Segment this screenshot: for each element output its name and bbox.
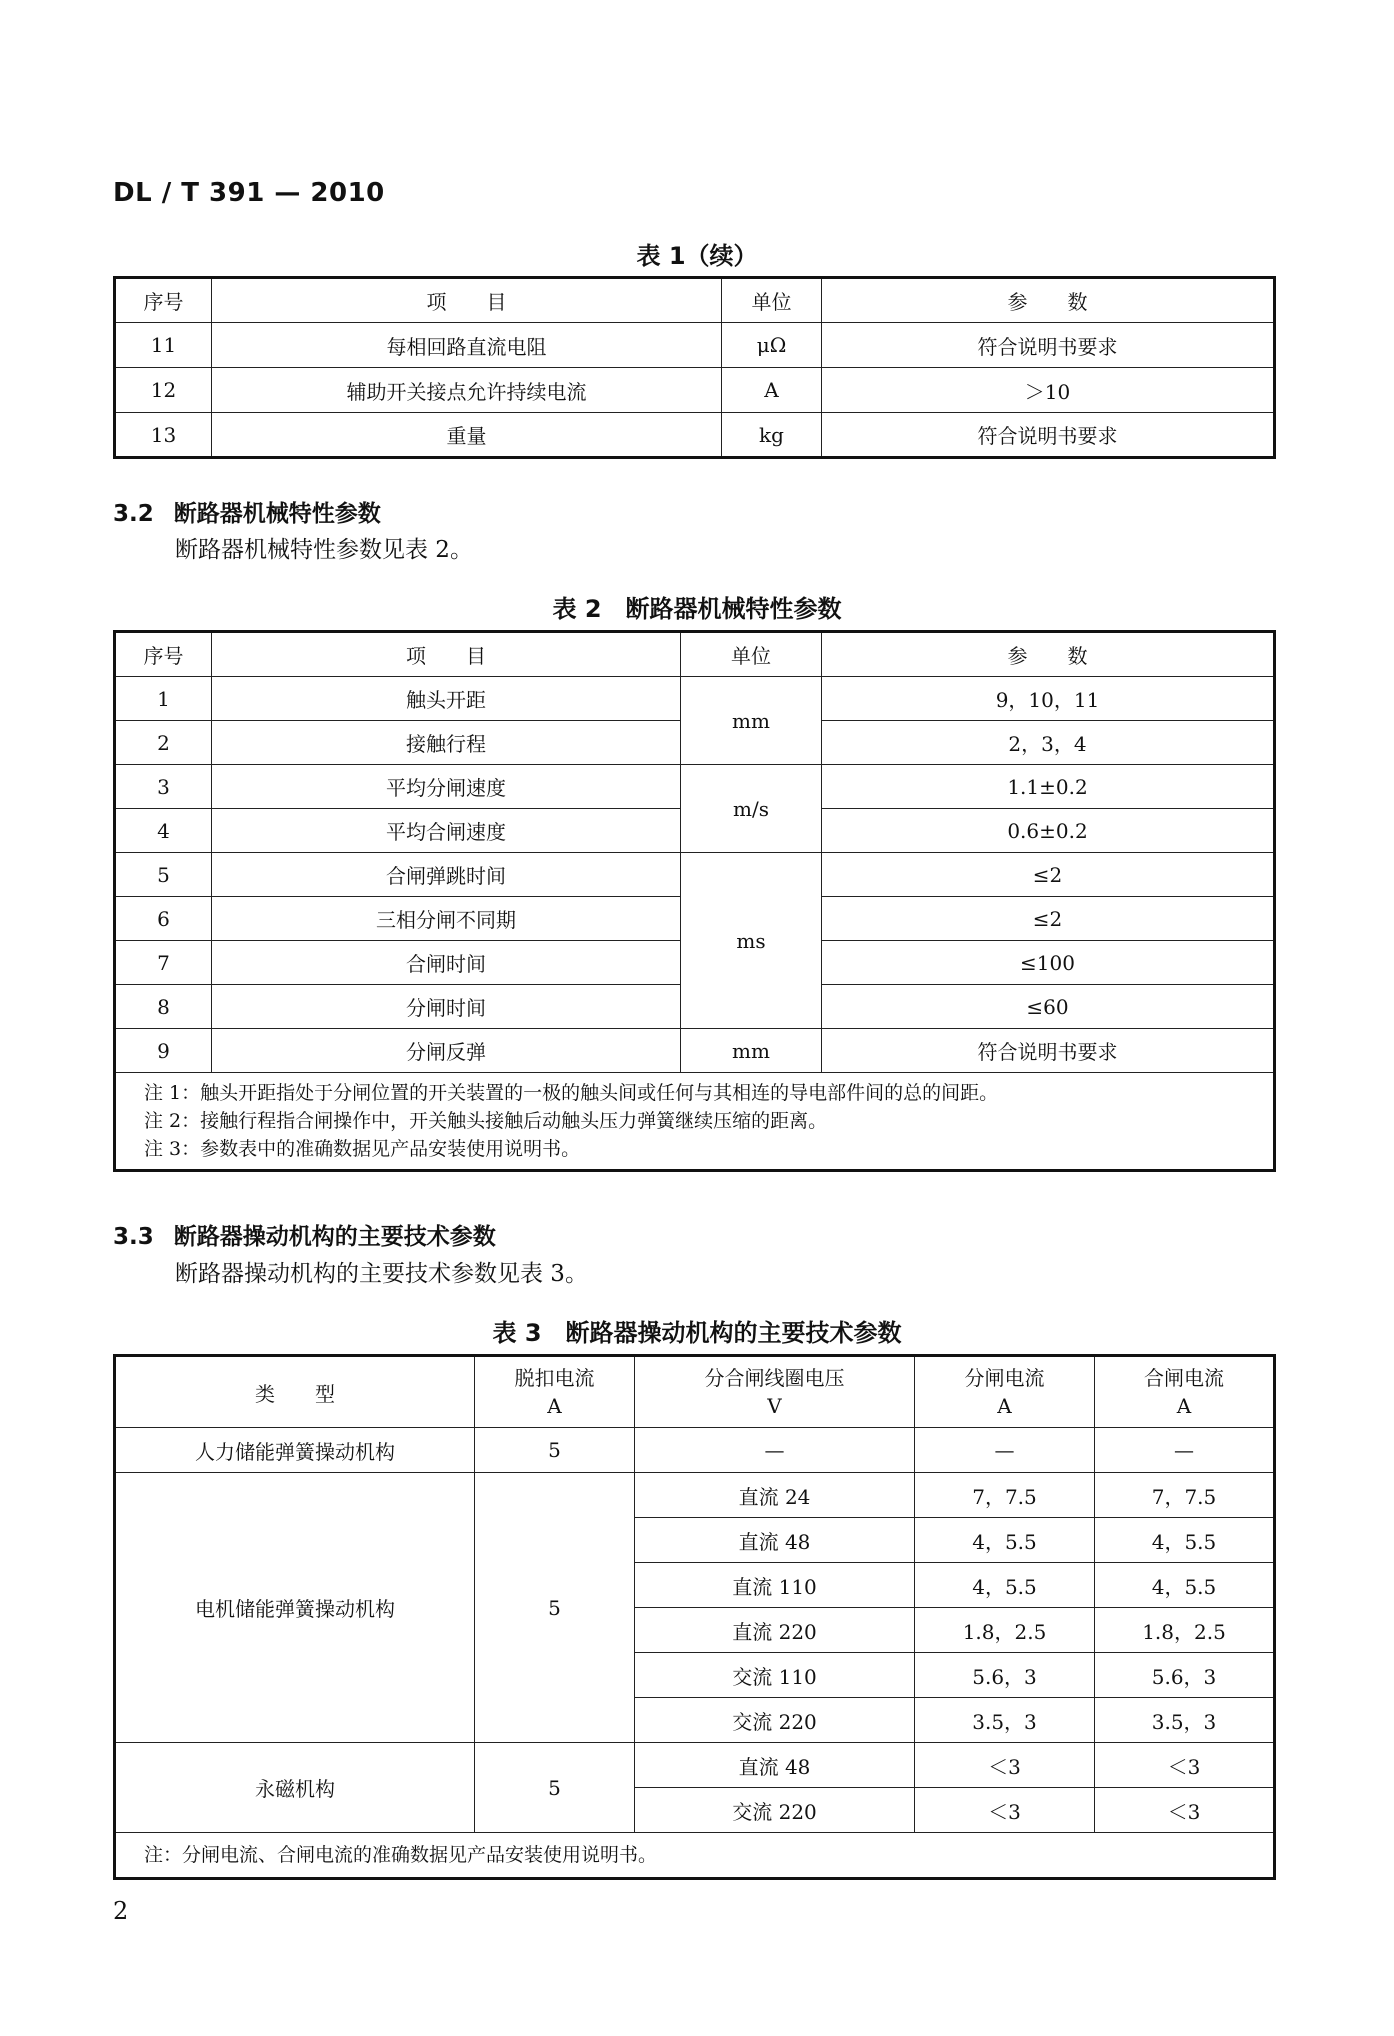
row-value: 符合说明书要求 (822, 1029, 1275, 1073)
row-item: 三相分闸不同期 (212, 897, 681, 941)
table1-header-unit: 单位 (722, 278, 822, 323)
row-unit: kg (722, 413, 822, 458)
row-no: 1 (115, 677, 212, 721)
page-number: 2 (113, 1897, 129, 1925)
row-type: 永磁机构 (115, 1743, 475, 1833)
table1-caption: 表 1（续） (636, 242, 758, 270)
row-open: 1.8，2.5 (915, 1608, 1095, 1653)
row-voltage: 直流 48 (635, 1518, 915, 1563)
header-unit: V (767, 1394, 782, 1418)
row-trip: 5 (475, 1428, 635, 1473)
row-no: 2 (115, 721, 212, 765)
document-code: DL / T 391 — 2010 (113, 178, 385, 208)
table2-note-2: 注 2：接触行程指合闸操作中，开关触头接触后动触头压力弹簧继续压缩的距离。 (144, 1110, 828, 1132)
row-close: 4，5.5 (1095, 1518, 1275, 1563)
row-item: 每相回路直流电阻 (212, 323, 722, 368)
table3-caption: 表 3 断路器操动机构的主要技术参数 (492, 1319, 902, 1347)
row-item: 触头开距 (212, 677, 681, 721)
row-item: 平均合闸速度 (212, 809, 681, 853)
table-row (115, 677, 1275, 721)
header-unit: A (547, 1394, 562, 1418)
section-number: 3.2 (113, 501, 154, 527)
row-unit: mm (681, 1029, 822, 1073)
table3-header-open-current (915, 1356, 1095, 1428)
row-no: 13 (115, 413, 212, 458)
table2-notes-row (115, 1073, 1275, 1171)
table-row (115, 323, 1275, 368)
section-3-2-text: 断路器机械特性参数见表 2。 (175, 537, 473, 563)
table1-header-item: 项 目 (212, 278, 722, 323)
table1-header-no: 序号 (115, 278, 212, 323)
table2-header-no: 序号 (115, 632, 212, 677)
section-number: 3.3 (113, 1224, 154, 1250)
section-3-3-text: 断路器操动机构的主要技术参数见表 3。 (175, 1261, 588, 1287)
row-unit: m/s (681, 765, 822, 853)
row-value: 2，3，4 (822, 721, 1275, 765)
row-item: 合闸时间 (212, 941, 681, 985)
row-unit: mm (681, 677, 822, 765)
table2-caption: 表 2 断路器机械特性参数 (552, 595, 842, 623)
row-close: ＜3 (1095, 1788, 1275, 1833)
table3-note: 注：分闸电流、合闸电流的准确数据见产品安装使用说明书。 (115, 1833, 1275, 1879)
row-no: 3 (115, 765, 212, 809)
table2-header-unit: 单位 (681, 632, 822, 677)
row-value: 符合说明书要求 (822, 413, 1275, 458)
table1-header-value: 参 数 (822, 278, 1275, 323)
row-open: ＜3 (915, 1743, 1095, 1788)
row-item: 平均分闸速度 (212, 765, 681, 809)
row-close: 5.6，3 (1095, 1653, 1275, 1698)
row-voltage: 直流 220 (635, 1608, 915, 1653)
row-value: 符合说明书要求 (822, 323, 1275, 368)
table3-header-coil-voltage (635, 1356, 915, 1428)
row-close: 1.8，2.5 (1095, 1608, 1275, 1653)
row-open: — (915, 1428, 1095, 1473)
table-row (115, 1029, 1275, 1073)
header-unit: A (997, 1394, 1012, 1418)
table-row (115, 765, 1275, 809)
row-trip: 5 (475, 1473, 635, 1743)
header-label: 分闸电流 (964, 1366, 1045, 1390)
row-voltage: 交流 110 (635, 1653, 915, 1698)
table-row (115, 413, 1275, 458)
row-voltage: — (635, 1428, 915, 1473)
row-no: 9 (115, 1029, 212, 1073)
row-item: 合闸弹跳时间 (212, 853, 681, 897)
table2-note-1: 注 1：触头开距指处于分闸位置的开关装置的一极的触头间或任何与其相连的导电部件间的总的间距。 (144, 1082, 999, 1104)
header-label: 合闸电流 (1144, 1366, 1224, 1390)
table2 (113, 630, 1276, 1172)
row-no: 8 (115, 985, 212, 1029)
table2-header-row (115, 632, 1275, 677)
row-item: 辅助开关接点允许持续电流 (212, 368, 722, 413)
row-close: — (1095, 1428, 1275, 1473)
table3-header-type: 类 型 (115, 1356, 475, 1428)
row-unit: A (722, 368, 822, 413)
row-value: ≤2 (822, 897, 1275, 941)
table3-header-row (115, 1356, 1275, 1428)
row-open: 4，5.5 (915, 1518, 1095, 1563)
row-no: 7 (115, 941, 212, 985)
row-open: ＜3 (915, 1788, 1095, 1833)
row-voltage: 交流 220 (635, 1698, 915, 1743)
row-close: ＜3 (1095, 1743, 1275, 1788)
row-value: ≤100 (822, 941, 1275, 985)
table-row (115, 1428, 1275, 1473)
table1-header-row (115, 278, 1275, 323)
row-value: ≤60 (822, 985, 1275, 1029)
table-row (115, 1473, 1275, 1518)
row-no: 12 (115, 368, 212, 413)
row-open: 7，7.5 (915, 1473, 1095, 1518)
row-voltage: 直流 48 (635, 1743, 915, 1788)
table-row (115, 1743, 1275, 1788)
row-value: 9，10，11 (822, 677, 1275, 721)
row-item: 分闸反弹 (212, 1029, 681, 1073)
row-no: 6 (115, 897, 212, 941)
row-unit: μΩ (722, 323, 822, 368)
row-item: 接触行程 (212, 721, 681, 765)
row-type: 人力储能弹簧操动机构 (115, 1428, 475, 1473)
section-3-2-heading (113, 495, 381, 528)
table3-header-close-current (1095, 1356, 1275, 1428)
row-unit: ms (681, 853, 822, 1029)
row-voltage: 直流 24 (635, 1473, 915, 1518)
row-voltage: 交流 220 (635, 1788, 915, 1833)
row-value: ≤2 (822, 853, 1275, 897)
row-item: 重量 (212, 413, 722, 458)
row-voltage: 直流 110 (635, 1563, 915, 1608)
table3-header-trip-current (475, 1356, 635, 1428)
table2-notes (115, 1073, 1275, 1171)
row-item: 分闸时间 (212, 985, 681, 1029)
table2-header-item: 项 目 (212, 632, 681, 677)
table1 (113, 276, 1276, 459)
row-trip: 5 (475, 1743, 635, 1833)
row-open: 5.6，3 (915, 1653, 1095, 1698)
table2-header-value: 参 数 (822, 632, 1275, 677)
row-no: 11 (115, 323, 212, 368)
section-title: 断路器机械特性参数 (173, 501, 381, 527)
row-no: 4 (115, 809, 212, 853)
table3 (113, 1354, 1276, 1880)
row-open: 4，5.5 (915, 1563, 1095, 1608)
row-value: 0.6±0.2 (822, 809, 1275, 853)
row-close: 7，7.5 (1095, 1473, 1275, 1518)
header-unit: A (1176, 1394, 1192, 1418)
section-title: 断路器操动机构的主要技术参数 (173, 1224, 496, 1250)
table-row (115, 853, 1275, 897)
row-close: 4，5.5 (1095, 1563, 1275, 1608)
row-close: 3.5，3 (1095, 1698, 1275, 1743)
header-label: 脱扣电流 (514, 1366, 595, 1390)
table2-note-3: 注 3：参数表中的准确数据见产品安装使用说明书。 (144, 1138, 581, 1160)
row-open: 3.5，3 (915, 1698, 1095, 1743)
row-value: 1.1±0.2 (822, 765, 1275, 809)
table-row (115, 368, 1275, 413)
row-no: 5 (115, 853, 212, 897)
header-label: 分合闸线圈电压 (704, 1366, 845, 1390)
row-value: ＞10 (822, 368, 1275, 413)
table3-notes-row (115, 1833, 1275, 1879)
row-type: 电机储能弹簧操动机构 (115, 1473, 475, 1743)
section-3-3-heading (113, 1218, 496, 1251)
